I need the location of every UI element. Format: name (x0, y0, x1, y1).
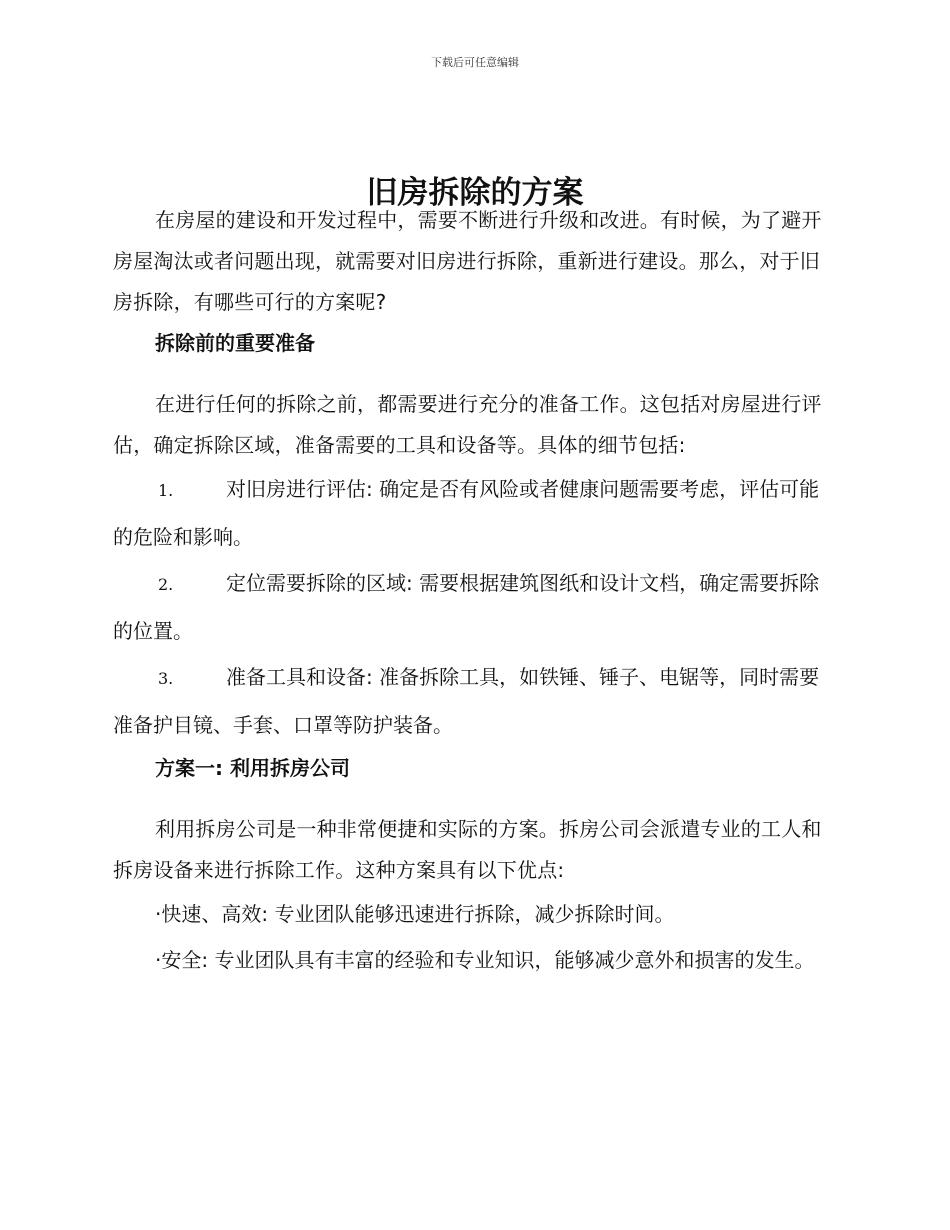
bullet-dot-icon: · (155, 948, 162, 972)
list-number: 2. (158, 575, 174, 594)
bullet-item (113, 891, 835, 937)
document-body (113, 200, 835, 983)
list-number: 1. (158, 481, 174, 500)
bullet-item (113, 937, 835, 983)
list-item-text: 定位需要拆除的区域: 需要根据建筑图纸和设计文档，确定需要拆除的位置。 (113, 571, 820, 643)
list-item (113, 654, 835, 748)
intro-paragraph: 在房屋的建设和开发过程中，需要不断进行升级和改进。有时候，为了避开房屋淘汰或者问题出现，就需要对旧房进行拆除，重新进行建设。那么，对于旧房拆除，有哪些可行的方案呢? (113, 208, 822, 314)
list-item-text: 准备工具和设备: 准备拆除工具，如铁锤、锤子、电锯等，同时需要准备护目镜、手套、口罩等防护装备。 (113, 665, 820, 737)
list-number: 3. (158, 669, 174, 688)
document-title: 旧房拆除的方案 (366, 174, 584, 211)
section-heading-plan-one: 方案一: 利用拆房公司 (155, 756, 350, 780)
bullet-dot-icon: · (155, 902, 162, 926)
bullet-item-text: 快速、高效: 专业团队能够迅速进行拆除，减少拆除时间。 (161, 902, 675, 926)
plan-one-paragraph: 利用拆房公司是一种非常便捷和实际的方案。拆房公司会派遣专业的工人和拆房设备来进行拆除工作。这种方案具有以下优点: (113, 817, 822, 882)
list-item (113, 466, 835, 560)
preparation-paragraph: 在进行任何的拆除之前，都需要进行充分的准备工作。这包括对房屋进行评估，确定拆除区域，准备需要的工具和设备等。具体的细节包括: (113, 392, 822, 457)
bullet-item-text: 安全: 专业团队具有丰富的经验和专业知识，能够减少意外和损害的发生。 (161, 948, 815, 972)
section-heading-preparation: 拆除前的重要准备 (155, 331, 315, 355)
list-item-text: 对旧房进行评估: 确定是否有风险或者健康问题需要考虑，评估可能的危险和影响。 (113, 477, 820, 549)
list-item (113, 560, 835, 654)
page-header-note: 下载后可任意编辑 (431, 56, 519, 69)
